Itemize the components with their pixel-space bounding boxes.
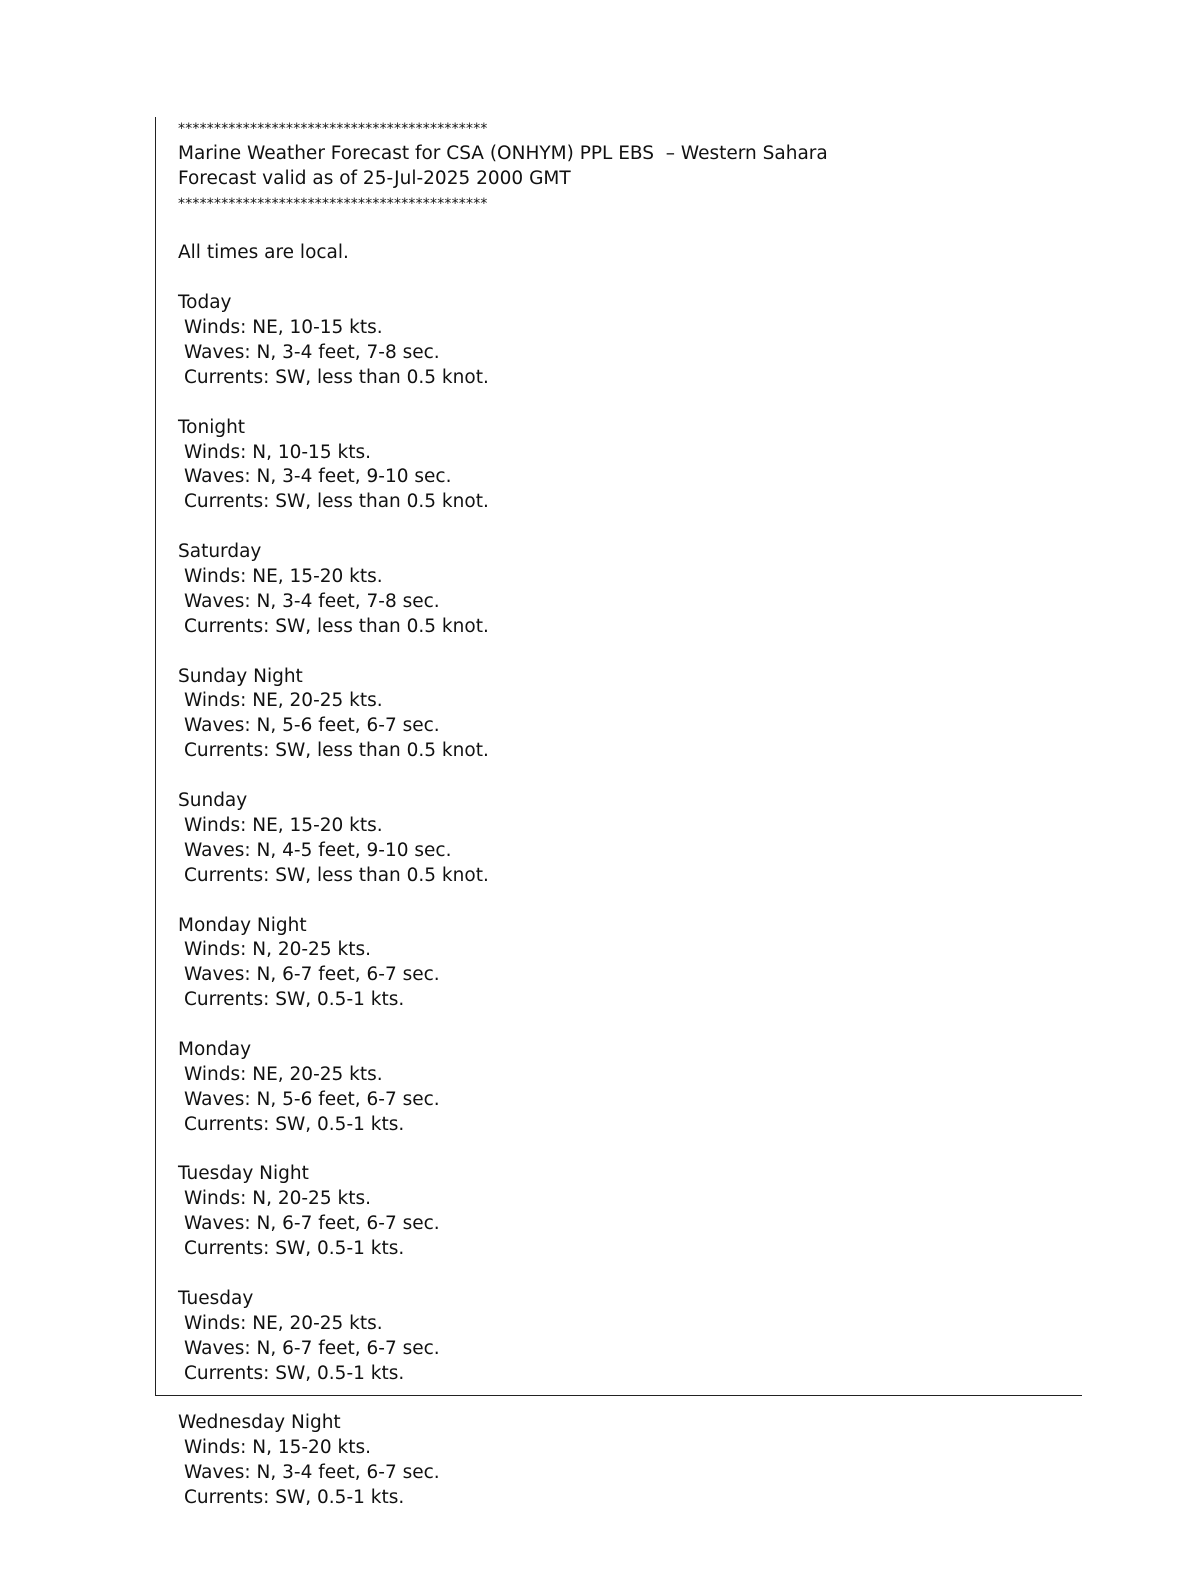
forecast-period bbox=[178, 540, 1058, 664]
forecast-period bbox=[178, 914, 1058, 1038]
period-winds: Winds: NE, 10-15 kts. bbox=[184, 317, 383, 339]
period-currents: Currents: SW, less than 0.5 knot. bbox=[184, 366, 489, 388]
period-waves: Waves: N, 6-7 feet, 6-7 sec. bbox=[184, 964, 440, 986]
period-winds: Winds: NE, 20-25 kts. bbox=[184, 1063, 383, 1085]
forecast-period bbox=[178, 1162, 1058, 1286]
period-waves: Waves: N, 3-4 feet, 9-10 sec. bbox=[184, 466, 452, 488]
forecast-document bbox=[178, 117, 1058, 1511]
spacer bbox=[178, 1138, 1058, 1163]
spacer bbox=[178, 266, 1058, 291]
period-waves: Waves: N, 6-7 feet, 6-7 sec. bbox=[184, 1213, 440, 1235]
period-winds: Winds: NE, 20-25 kts. bbox=[184, 1312, 383, 1334]
forecast-period bbox=[178, 789, 1058, 913]
period-name: Sunday bbox=[178, 790, 248, 812]
period-winds: Winds: N, 10-15 kts. bbox=[184, 441, 371, 463]
period-currents: Currents: SW, less than 0.5 knot. bbox=[184, 491, 489, 513]
period-name: Saturday bbox=[178, 541, 262, 563]
period-name: Monday Night bbox=[178, 914, 307, 936]
period-winds: Winds: NE, 15-20 kts. bbox=[184, 566, 383, 588]
spacer bbox=[178, 1386, 1058, 1411]
period-currents: Currents: SW, less than 0.5 knot. bbox=[184, 740, 489, 762]
period-waves: Waves: N, 3-4 feet, 6-7 sec. bbox=[184, 1462, 440, 1484]
spacer bbox=[178, 1262, 1058, 1287]
spacer bbox=[178, 1013, 1058, 1038]
header-stars-bottom: ******************************************* bbox=[178, 195, 488, 212]
period-waves: Waves: N, 3-4 feet, 7-8 sec. bbox=[184, 590, 440, 612]
spacer bbox=[178, 640, 1058, 665]
period-waves: Waves: N, 4-5 feet, 9-10 sec. bbox=[184, 839, 452, 861]
period-name: Tuesday bbox=[178, 1287, 254, 1309]
period-name: Monday bbox=[178, 1038, 252, 1060]
time-note: All times are local. bbox=[178, 242, 349, 264]
period-waves: Waves: N, 5-6 feet, 6-7 sec. bbox=[184, 715, 440, 737]
period-name: Tonight bbox=[178, 416, 246, 438]
forecast-period bbox=[178, 416, 1058, 540]
period-waves: Waves: N, 3-4 feet, 7-8 sec. bbox=[184, 342, 440, 364]
period-winds: Winds: N, 20-25 kts. bbox=[184, 939, 371, 961]
spacer bbox=[178, 889, 1058, 914]
forecast-valid-time: Forecast valid as of 25-Jul-2025 2000 GMT bbox=[178, 167, 571, 189]
forecast-title: Marine Weather Forecast for CSA (ONHYM) PPL EBS – Western Sahara bbox=[178, 142, 828, 164]
period-currents: Currents: SW, 0.5-1 kts. bbox=[184, 1238, 405, 1260]
period-winds: Winds: N, 20-25 kts. bbox=[184, 1188, 371, 1210]
period-currents: Currents: SW, 0.5-1 kts. bbox=[184, 1362, 405, 1384]
period-currents: Currents: SW, 0.5-1 kts. bbox=[184, 1486, 405, 1508]
period-currents: Currents: SW, 0.5-1 kts. bbox=[184, 989, 405, 1011]
header-stars-top: ******************************************* bbox=[178, 121, 488, 137]
left-border-rule bbox=[155, 117, 156, 1396]
period-currents: Currents: SW, less than 0.5 knot. bbox=[184, 864, 489, 886]
spacer bbox=[178, 217, 1058, 242]
spacer bbox=[178, 764, 1058, 789]
period-winds: Winds: N, 15-20 kts. bbox=[184, 1437, 371, 1459]
forecast-period bbox=[178, 1038, 1058, 1162]
forecast-period bbox=[178, 1411, 1058, 1511]
period-name: Today bbox=[178, 292, 232, 314]
spacer bbox=[178, 515, 1058, 540]
period-waves: Waves: N, 6-7 feet, 6-7 sec. bbox=[184, 1337, 440, 1359]
period-name: Sunday Night bbox=[178, 665, 303, 687]
forecast-period bbox=[178, 665, 1058, 789]
period-currents: Currents: SW, less than 0.5 knot. bbox=[184, 615, 489, 637]
period-currents: Currents: SW, 0.5-1 kts. bbox=[184, 1113, 405, 1135]
forecast-period bbox=[178, 291, 1058, 415]
period-name: Tuesday Night bbox=[178, 1163, 309, 1185]
spacer bbox=[178, 391, 1058, 416]
period-name: Wednesday Night bbox=[178, 1412, 341, 1434]
period-winds: Winds: NE, 20-25 kts. bbox=[184, 690, 383, 712]
period-waves: Waves: N, 5-6 feet, 6-7 sec. bbox=[184, 1088, 440, 1110]
forecast-period bbox=[178, 1287, 1058, 1411]
period-winds: Winds: NE, 15-20 kts. bbox=[184, 814, 383, 836]
